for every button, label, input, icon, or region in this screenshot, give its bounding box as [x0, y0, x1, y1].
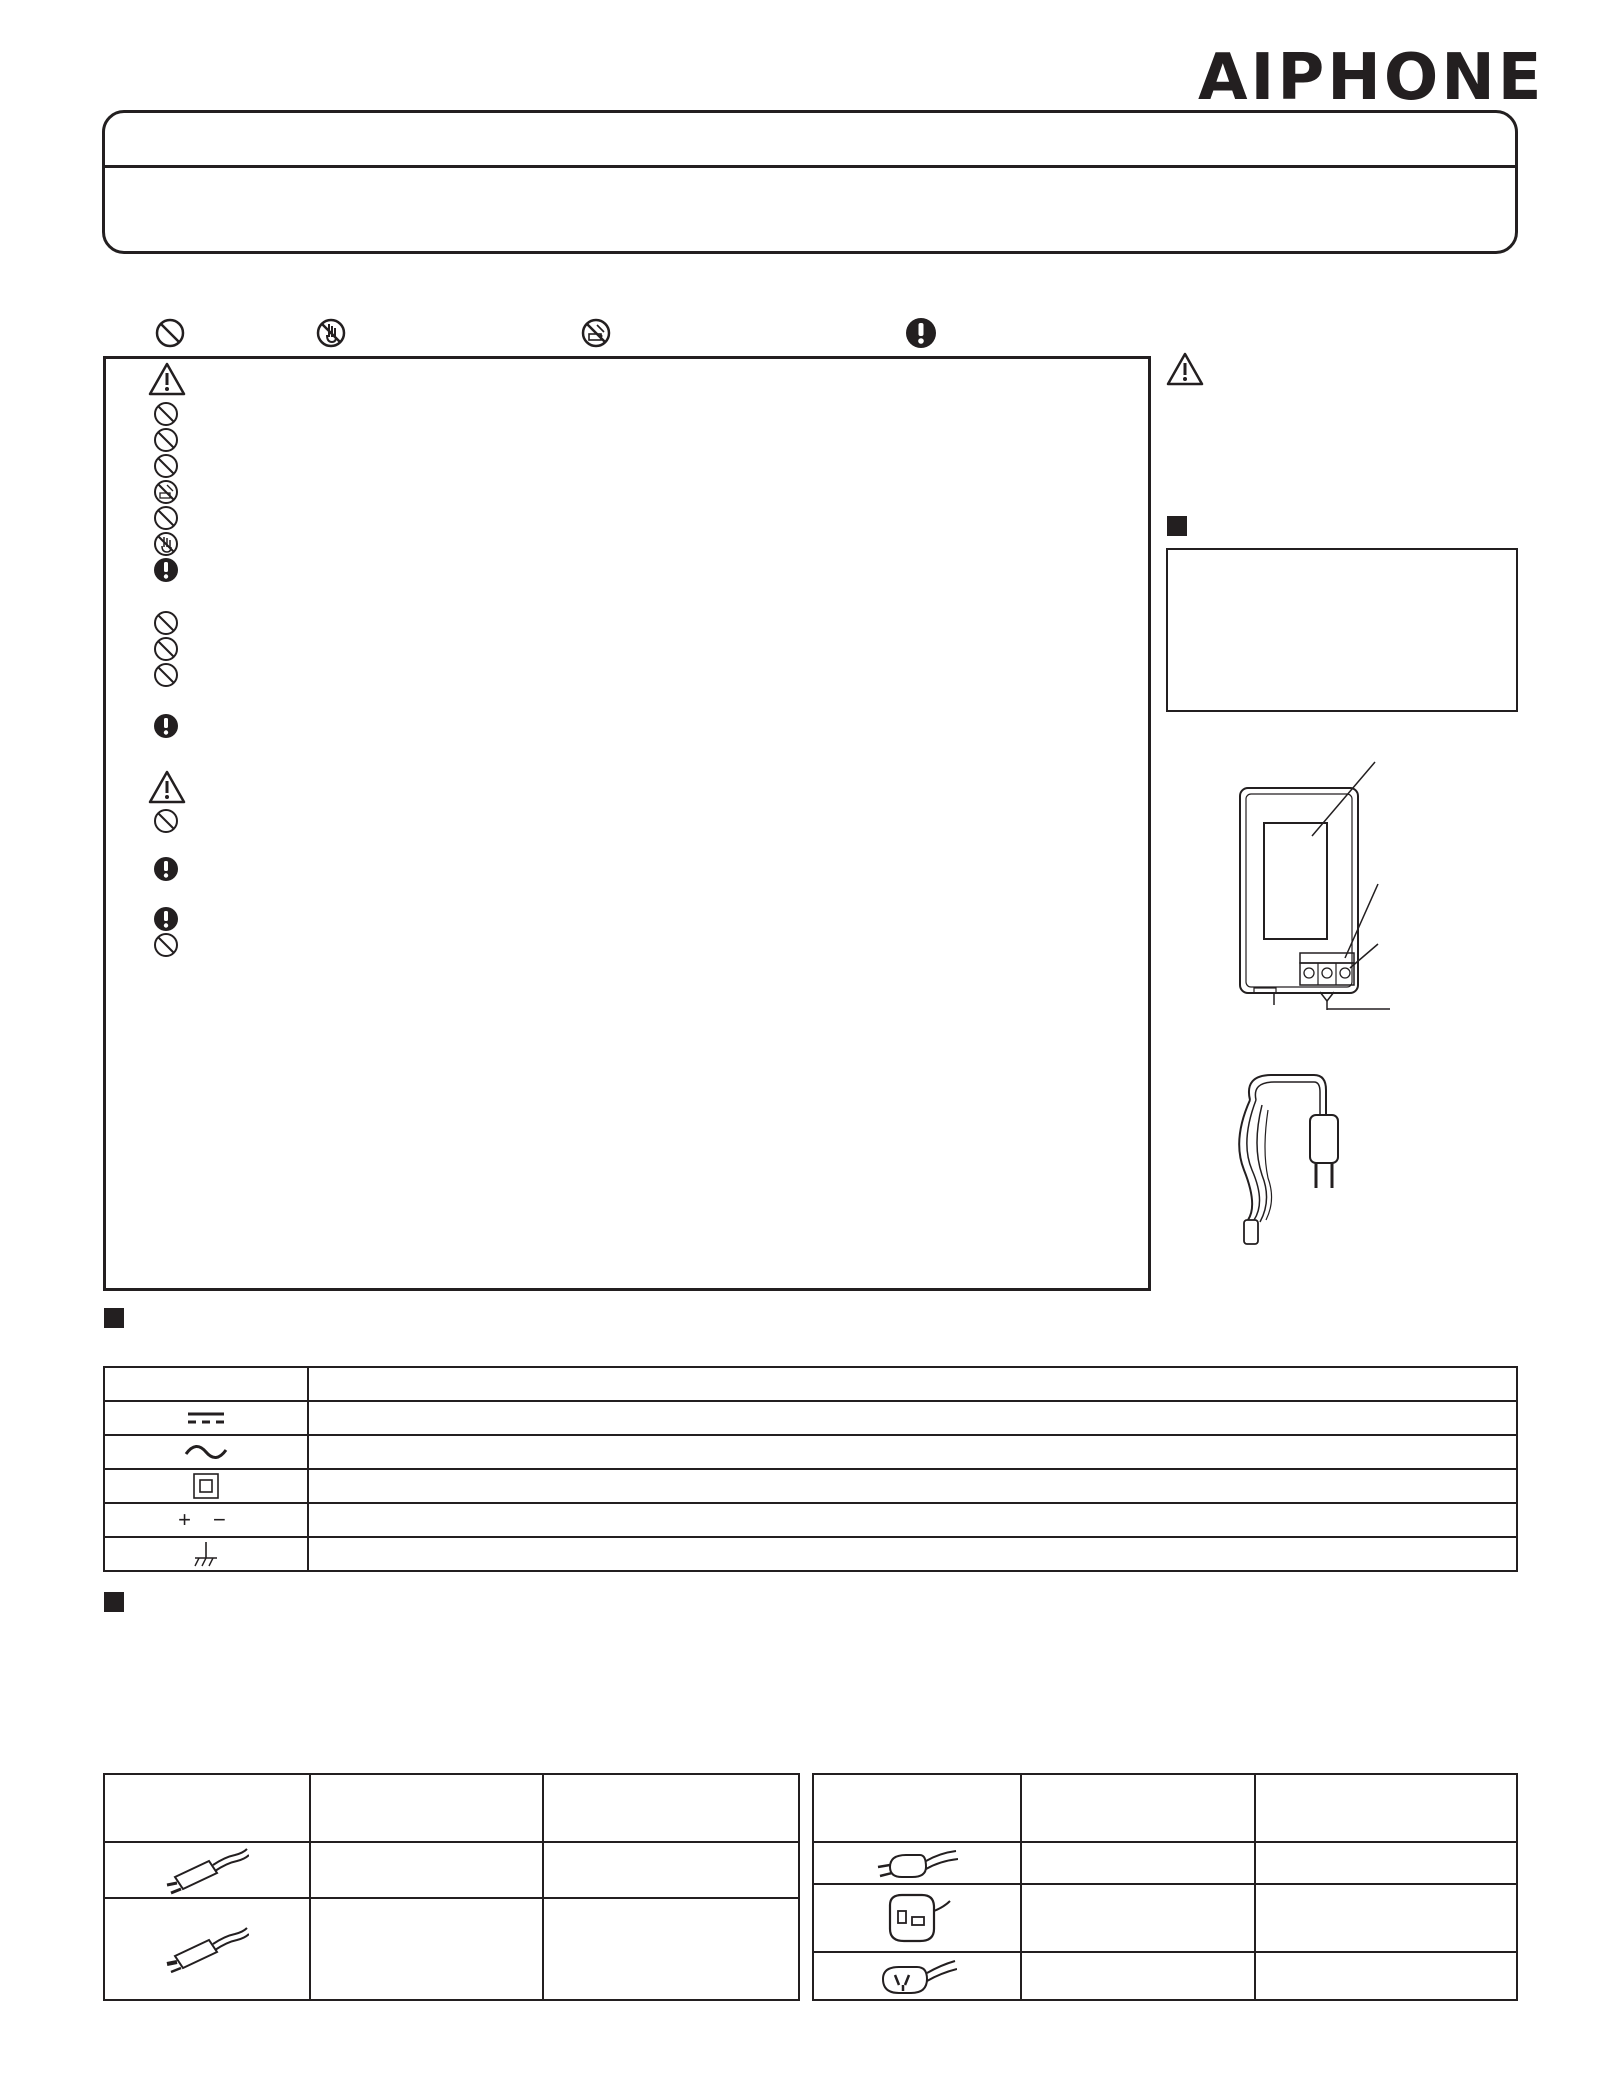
plug-type-a-polarized-icon — [104, 1898, 310, 2000]
mandatory-icon — [153, 906, 179, 932]
table-row — [104, 1898, 799, 2000]
table-cell — [308, 1537, 1517, 1571]
power-cord-illustration — [1222, 1070, 1362, 1250]
power-adapter-illustration — [1230, 760, 1390, 1010]
section-marker — [104, 1592, 124, 1612]
polarity-symbol: + − — [104, 1503, 308, 1537]
table-cell — [1255, 1952, 1517, 2000]
table-row — [104, 1367, 1517, 1401]
mandatory-icon — [153, 557, 179, 583]
table-row — [104, 1401, 1517, 1435]
warnings-panel — [103, 356, 1151, 1291]
table-cell — [1021, 1842, 1255, 1884]
table-cell — [1021, 1952, 1255, 2000]
plug-type-bf-icon — [813, 1884, 1021, 1952]
table-cell — [310, 1898, 543, 2000]
ac-symbol — [104, 1435, 308, 1469]
caution-icon — [1166, 352, 1204, 386]
table-row — [104, 1774, 799, 1842]
plug-type-i-icon — [813, 1952, 1021, 2000]
prohibited-icon — [153, 932, 179, 958]
prohibited-icon — [153, 662, 179, 688]
plug-table-right — [812, 1773, 1518, 2001]
prohibited-icon — [153, 636, 179, 662]
table-cell — [310, 1774, 543, 1842]
parts-box — [1166, 548, 1518, 712]
mandatory-icon — [905, 317, 937, 349]
table-row — [813, 1774, 1517, 1842]
table-cell — [543, 1774, 799, 1842]
warning-icon — [148, 362, 186, 396]
symbols-table — [103, 1366, 1518, 1572]
plug-table-left — [103, 1773, 800, 2001]
prohibited-icon — [153, 453, 179, 479]
prohibited-icon — [154, 317, 186, 349]
table-row — [104, 1537, 1517, 1571]
title-divider — [105, 165, 1515, 168]
table-cell — [543, 1842, 799, 1898]
prohibited-icon — [153, 505, 179, 531]
table-cell — [104, 1774, 310, 1842]
section-marker — [104, 1308, 124, 1328]
prohibited-icon — [153, 427, 179, 453]
aiphone-logo: AIPHONE — [1198, 41, 1545, 115]
table-row — [813, 1842, 1517, 1884]
section-marker — [1167, 516, 1187, 536]
table-cell — [1021, 1774, 1255, 1842]
prohibited-icon — [153, 610, 179, 636]
plug-type-a-icon — [104, 1842, 310, 1898]
plug-type-c-icon — [813, 1842, 1021, 1884]
dc-symbol — [104, 1401, 308, 1435]
table-cell — [543, 1898, 799, 2000]
table-cell — [1021, 1884, 1255, 1952]
table-cell — [308, 1503, 1517, 1537]
title-box — [102, 110, 1518, 254]
table-row — [813, 1952, 1517, 2000]
table-row — [813, 1884, 1517, 1952]
do-not-wet-icon — [580, 317, 612, 349]
mandatory-icon — [153, 713, 179, 739]
prohibited-icon — [153, 808, 179, 834]
table-cell — [1255, 1774, 1517, 1842]
table-row — [104, 1435, 1517, 1469]
table-row — [104, 1503, 1517, 1537]
do-not-wet-icon — [153, 479, 179, 505]
mandatory-icon — [153, 856, 179, 882]
table-cell — [308, 1401, 1517, 1435]
double-insulation-symbol — [104, 1469, 308, 1503]
caution-icon — [148, 770, 186, 804]
table-cell — [813, 1774, 1021, 1842]
table-row — [104, 1469, 1517, 1503]
table-cell — [104, 1367, 308, 1401]
table-cell — [308, 1435, 1517, 1469]
prohibited-icon — [153, 401, 179, 427]
do-not-touch-icon — [315, 317, 347, 349]
do-not-touch-icon — [153, 531, 179, 557]
table-cell — [310, 1842, 543, 1898]
table-cell — [308, 1367, 1517, 1401]
table-row — [104, 1842, 799, 1898]
table-cell — [1255, 1884, 1517, 1952]
ground-symbol — [104, 1537, 308, 1571]
table-cell — [1255, 1842, 1517, 1884]
table-cell — [308, 1469, 1517, 1503]
